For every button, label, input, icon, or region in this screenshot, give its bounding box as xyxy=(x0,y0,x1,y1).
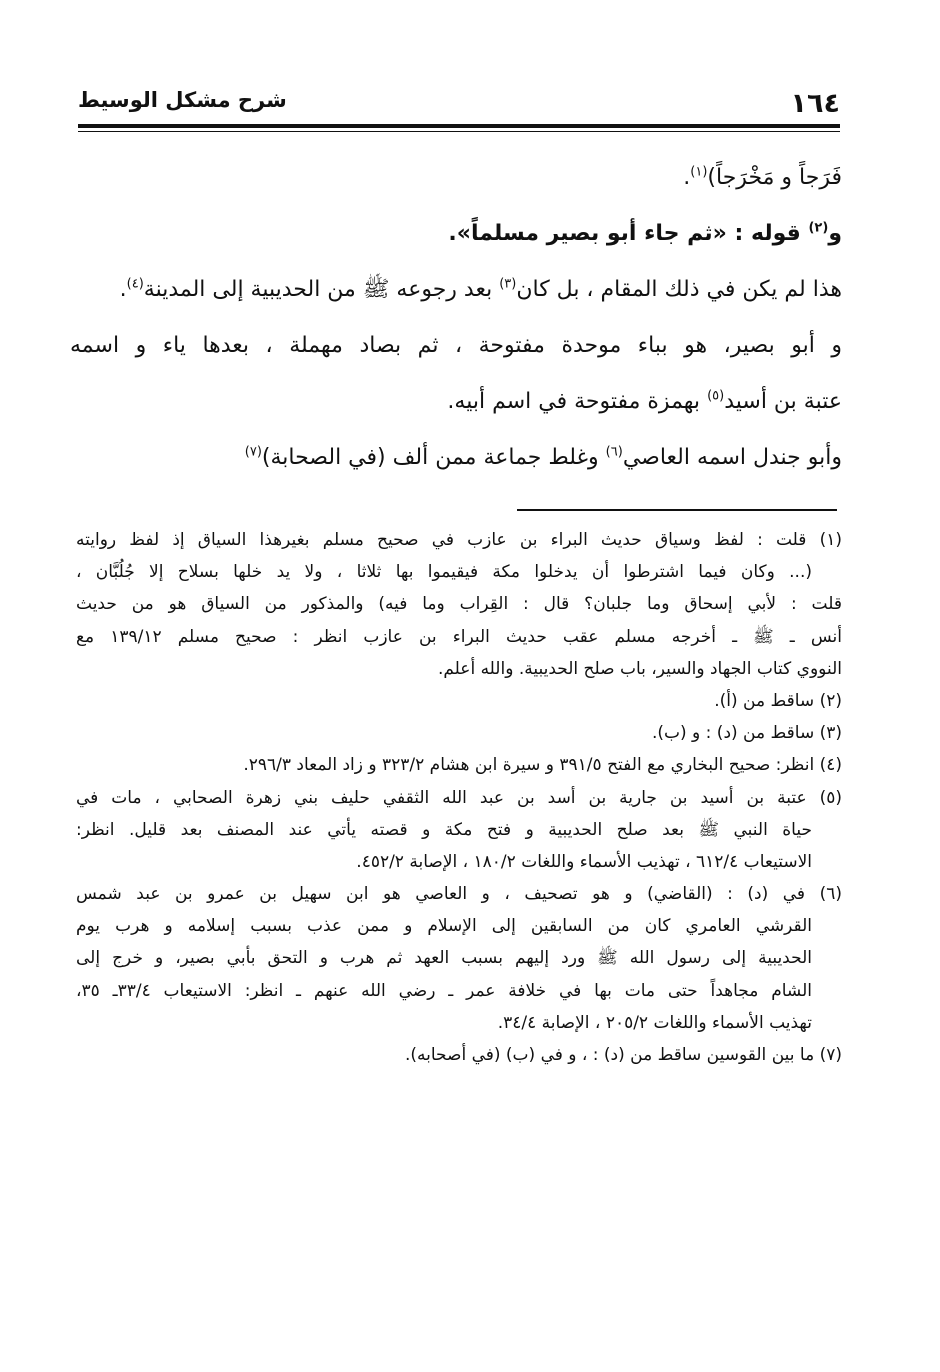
header-rule-thin xyxy=(78,131,840,132)
footnote-ref: (٤) xyxy=(126,276,144,292)
page-number: ١٦٤ xyxy=(790,88,840,119)
footnote-ref: (٦) xyxy=(605,444,623,460)
footnote-line: (٦) في (د) : (القاضي) و هو تصحيف ، و العاصي هو ابن سهيل بن عمرو بن عبد شمس xyxy=(76,884,842,905)
footnote-line: حياة النبي ﷺ بعد صلح الحديبية و فتح مكة و قصته يأتي عند المصنف بعد قليل. انظر: xyxy=(76,819,812,840)
footnote-line: الشام مجاهداً حتى مات بها في خلافة عمر ـ رضي الله عنهم ـ انظر: الاستيعاب ٣٣/٤ـ ٣٥، xyxy=(76,980,812,1001)
footnote-1 xyxy=(76,524,842,685)
footnote-2 xyxy=(76,685,842,717)
footnote-line: الحديبية إلى رسول الله ﷺ ورد إليهم بسبب العهد ثم هرب و التحق بأبي بصير، و خرج إلى xyxy=(76,948,812,969)
footnote-separator xyxy=(517,509,837,511)
footnote-line: الاستيعاب ٦١٢/٤ ، تهذيب الأسماء واللغات ١٨٠/٢ ، الإصابة ٤٥٢/٢. xyxy=(356,851,812,872)
page-header xyxy=(78,82,840,124)
footnotes xyxy=(76,524,842,1071)
main-line-quote xyxy=(70,206,842,262)
footnote-ref: (٧) xyxy=(244,444,262,460)
footnote-line: النووي كتاب الجهاد والسير، باب صلح الحديبية. والله أعلم. xyxy=(437,658,842,679)
main-line-text: بهمزة مفتوحة في اسم أبيه. xyxy=(447,389,708,414)
main-line-text: عتبة بن أسيد xyxy=(724,389,842,414)
main-line xyxy=(70,318,842,374)
footnote-4 xyxy=(76,749,842,781)
footnote-line: القرشي العامري كان من السابقين إلى الإسلام و ممن عذب بسبب إسلامه و هرب يوم xyxy=(76,916,812,937)
footnote-line: (٤) انظر: صحيح البخاري مع الفتح ٣٩١/٥ و سيرة ابن هشام ٣٢٣/٢ و زاد المعاد ٢٩٦/٣. xyxy=(243,755,842,776)
main-line-text: بعد رجوعه ﷺ من الحديبية إلى المدينة xyxy=(143,277,500,302)
footnote-ref: (١) xyxy=(690,164,708,180)
footnote-ref: (٣) xyxy=(499,276,517,292)
main-line-text: و أبو بصير، هو بباء موحدة مفتوحة ، ثم بصاد مهملة ، بعدها ياء و اسمه xyxy=(70,333,842,358)
header-rule-thick xyxy=(78,124,840,128)
footnote-line: (٥) عتبة بن أسيد بن جارية بن أسد بن عبد الله الثقفي حليف بني زهرة الصحابي ، مات في xyxy=(76,787,842,808)
footnote-line: أنس ـ ﷺ ـ أخرجه مسلم عقب حديث البراء بن عازب انظر : صحيح مسلم ١٣٩/١٢ مع xyxy=(76,626,842,647)
main-line xyxy=(70,262,842,318)
footnote-line: قلت : لأبي إسحاق وما جلبان؟ قال : القِراب وما فيه) والمذكور من السياق هو من حديث xyxy=(76,594,842,615)
main-line-text: . xyxy=(683,165,691,190)
footnote-ref: (٥) xyxy=(707,388,725,404)
main-line-text: قوله : «ثم جاء أبو بصير مسلماً». xyxy=(448,221,809,246)
footnote-line: (٣) ساقط من (د) : و (ب). xyxy=(651,723,842,744)
footnote-7 xyxy=(76,1039,842,1071)
main-line xyxy=(70,430,842,486)
main-line-text: و xyxy=(828,221,842,246)
main-line-text: . xyxy=(119,277,127,302)
footnote-line: (١) قلت : لفظ وسياق حديث البراء بن عازب في صحيح مسلم بغيرهذا السياق إذ لفظ روايته xyxy=(76,530,842,550)
main-line xyxy=(70,374,842,430)
main-line xyxy=(70,150,842,206)
main-line-text: فَرَجاً و مَخْرَجاً) xyxy=(707,165,842,190)
footnote-5 xyxy=(76,782,842,879)
footnote-line: (... وكان فيما اشترطوا أن يدخلوا مكة فيقيموا بها ثلاثا ، ولا يد خلها بسلاح إلا جُلُبَّان ، xyxy=(76,562,812,583)
footnote-line: تهذيب الأسماء واللغات ٢٠٥/٢ ، الإصابة ٣٤/٤. xyxy=(497,1012,812,1033)
main-text xyxy=(70,150,842,486)
main-line-text: وأبو جندل اسمه العاصي xyxy=(622,445,842,470)
footnote-line: (٧) ما بين القوسين ساقط من (د) : ، و في (ب) (في أصحابه). xyxy=(404,1045,842,1065)
footnote-ref: (٢) xyxy=(808,220,829,236)
main-line-text: هذا لم يكن في ذلك المقام ، بل كان xyxy=(516,277,842,302)
footnote-3 xyxy=(76,717,842,749)
main-line-text: وغلط جماعة ممن ألف (في الصحابة) xyxy=(261,445,606,470)
footnote-line: (٢) ساقط من (أ). xyxy=(714,690,842,711)
running-title: شرح مشكل الوسيط xyxy=(78,88,287,112)
footnote-6 xyxy=(76,878,842,1039)
